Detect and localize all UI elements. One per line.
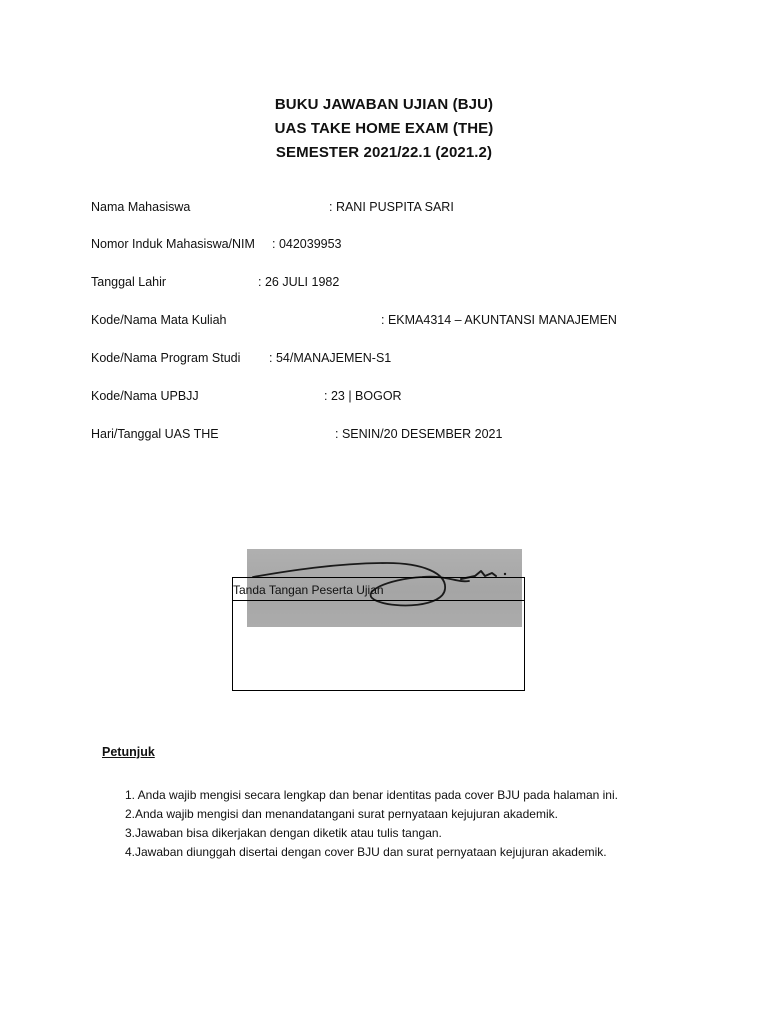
field-label: Tanggal Lahir [91,275,167,289]
document-title [0,93,768,165]
field-label: Kode/Nama UPBJJ [91,389,199,403]
field-value: : 23 | BOGOR [324,389,402,403]
field-value: : 042039953 [272,237,342,251]
field-label: Hari/Tanggal UAS THE [91,427,219,441]
instructions-list [125,786,618,862]
field-label: Kode/Nama Program Studi [91,351,241,365]
field-value: : 54/MANAJEMEN-S1 [269,351,392,365]
field-label: Nama Mahasiswa [91,200,191,214]
instruction-item: 2.Anda wajib mengisi dan menandatangani surat pernyataan kejujuran akademik. [125,807,558,821]
signature-label: Tanda Tangan Peserta Ujian [233,583,384,597]
instruction-item: 3.Jawaban bisa dikerjakan dengan diketik atau tulis tangan. [125,826,442,840]
instruction-item: 1. Anda wajib mengisi secara lengkap dan benar identitas pada cover BJU pada halaman ini. [125,788,618,802]
instruction-item: 4.Jawaban diunggah disertai dengan cover BJU dan surat pernyataan kejujuran akademik. [125,845,607,859]
instructions-heading: Petunjuk [102,745,155,759]
field-label: Nomor Induk Mahasiswa/NIM [91,237,255,251]
field-value: : SENIN/20 DESEMBER 2021 [335,427,503,441]
signature-label-row [232,577,525,601]
field-value: : RANI PUSPITA SARI [329,200,454,214]
title-line-semester: SEMESTER 2021/22.1 (2021.2) [275,144,493,161]
title-line-bju: BUKU JAWABAN UJIAN (BJU) [274,96,494,113]
field-value: : EKMA4314 – AKUNTANSI MANAJEMEN [381,313,617,327]
field-label: Kode/Nama Mata Kuliah [91,313,227,327]
title-line-the: UAS TAKE HOME EXAM (THE) [274,120,494,137]
field-value: : 26 JULI 1982 [258,275,340,289]
